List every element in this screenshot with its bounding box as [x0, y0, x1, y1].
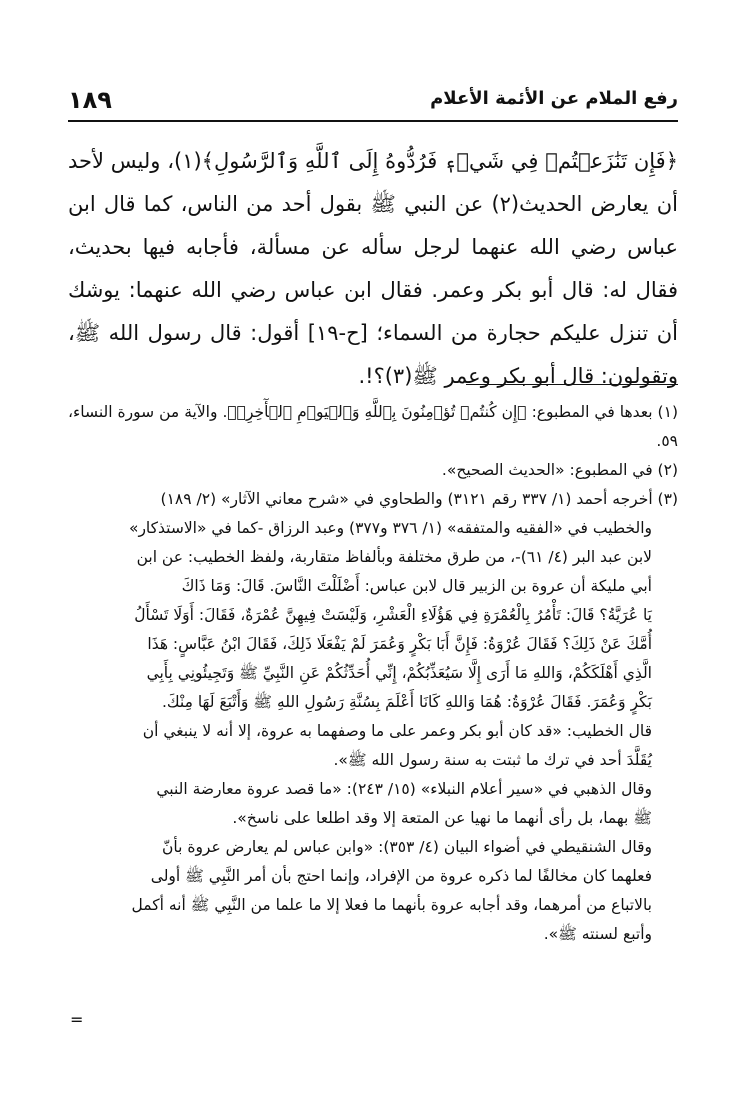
footnote-line: فعلهما كان مخالفًا لما ذكره عروة من الإفراد، وإنما احتج بأن أمر النَّبِي ﷺ أولى	[150, 867, 652, 885]
footnote-line: وقال الشنقيطي في أضواء البيان (٤/ ٣٥٣): «وابن عباس لم يعارض عروة بأنّ	[161, 838, 652, 856]
footnote-separator	[466, 384, 678, 385]
footnote-line: لابن عبد البر (٤/ ٦١)-، من طرق مختلفة وبألفاظ متقاربة، ولفظ الخطيب: عن ابن	[136, 548, 652, 566]
footnote-line: وقال الذهبي في «سير أعلام النبلاء» (١٥/ ٢٤٣): «ما قصد عروة معارضة النبي	[156, 780, 652, 798]
footnote-1: (١) بعدها في المطبوع: ﴿إِن كُنتُمۡ تُؤۡمِنُونَ بِٱللَّهِ وَٱلۡيَوۡمِ ٱلۡأٓخِرِۚ﴾. والآية من سورة النساء، ٥٩.	[68, 403, 678, 450]
main-text	[68, 140, 678, 398]
footnote-line: والخطيب في «الفقيه والمتفقه» (١/ ٣٧٦ و٣٧٧) وعبد الرزاق -كما في «الاستذكار»	[128, 519, 652, 537]
footnote-line: بَكْرٍ وَعُمَرَ. فَقَالَ عُرْوَةُ: هُمَا وَاللهِ كَانَا أَعْلَمَ بِسُنَّةِ رَسُولِ اللهِ ﷺ وَأَتْبَعَ لَهَا مِنْكَ.	[161, 693, 652, 711]
footnote-3-intro: (٣) أخرجه أحمد (١/ ٣٣٧ رقم ٣١٢١) والطحاوي في «شرح معاني الآثار» (٢/ ١٨٩)	[160, 490, 678, 508]
footnote-line: يُقَلَّدَ أحد في ترك ما ثبتت به سنة رسول الله ﷺ».	[333, 751, 652, 769]
footnote-line: قال الخطيب: «قد كان أبو بكر وعمر على ما وصفهما به عروة، إلا أنه لا ينبغي أن	[142, 722, 652, 740]
running-title: رفع الملام عن الأئمة الأعلام	[430, 88, 678, 109]
main-paragraph: ﴿فَإِن تَنَٰزَعۡتُمۡ فِي شَيۡءٖ فَرُدُّوهُ إِلَى ٱللَّهِ وَٱلرَّسُولِ﴾(١)، وليس لأحد أن يعارض الحديث(٢) عن النبي ﷺ بقول أحد من الناس، كما قال ابن عباس رضي الله عنهما لرجل سأله عن مسألة، فأجابه فيها بحديث، فقال له: قال أبو بكر وعمر. فقال ابن عباس رضي الله عنهما: يوشك أن تنزل عليكم حجارة من السماء؛ [ح-١٩] أقول: قال رسول الله ﷺ، وتقولون: قال أبو بكر وعمر ﷺ(٣)؟!.	[68, 149, 679, 388]
footnote-line: يَا عُرَيَّةُ؟ قَالَ: تَأْمُرُ بِالْعُمْرَةِ فِي هَؤُلَاءِ الْعَشْرِ، وَلَيْسَتْ فِيهِنَّ عُمْرَةٌ، فَقَالَ: أَوَلَا تَسْأَلُ	[134, 606, 652, 624]
bottom-mark: =	[70, 1010, 84, 1029]
page-number: ١٨٩	[68, 86, 112, 114]
footnotes	[68, 398, 678, 949]
footnote-2: (٢) في المطبوع: «الحديث الصحيح».	[441, 461, 678, 479]
footnote-3-body	[68, 514, 678, 949]
footnote-line: أبي مليكة أن عروة بن الزبير قال لابن عباس: أَضْلَلْتَ النَّاسَ. قَالَ: وَمَا ذَاكَ	[181, 577, 652, 595]
footnote-line: بالاتباع من أمرهما، وقد أجابه عروة بأنهما ما فعلا إلا ما علما من النَّبِي ﷺ أنه أكمل	[131, 896, 652, 914]
footnote-line: الَّذِي أَهْلَكَكُمْ، وَاللهِ مَا أَرَى إِلَّا سَيُعَذِّبُكُمْ، إِنِّي أُحَدِّثُكُمْ عَنِ النَّبِيِّ ﷺ وَتَجِيئُونِي بِأَبِي	[146, 664, 652, 682]
page-header	[68, 86, 678, 122]
footnote-line: ﷺ بهما، بل رأى أنهما ما نهيا عن المتعة إلا وقد اطلعا على ناسخ».	[232, 809, 652, 827]
footnote-line: وأتبع لسنته ﷺ».	[543, 925, 652, 943]
footnote-line: أُمَّكَ عَنْ ذَلِكَ؟ فَقَالَ عُرْوَةُ: فَإِنَّ أَبَا بَكْرٍ وَعُمَرَ لَمْ يَفْعَلَا ذَلِكَ، فَقَالَ ابْنُ عَبَّاسٍ: هَذَا	[147, 635, 652, 653]
